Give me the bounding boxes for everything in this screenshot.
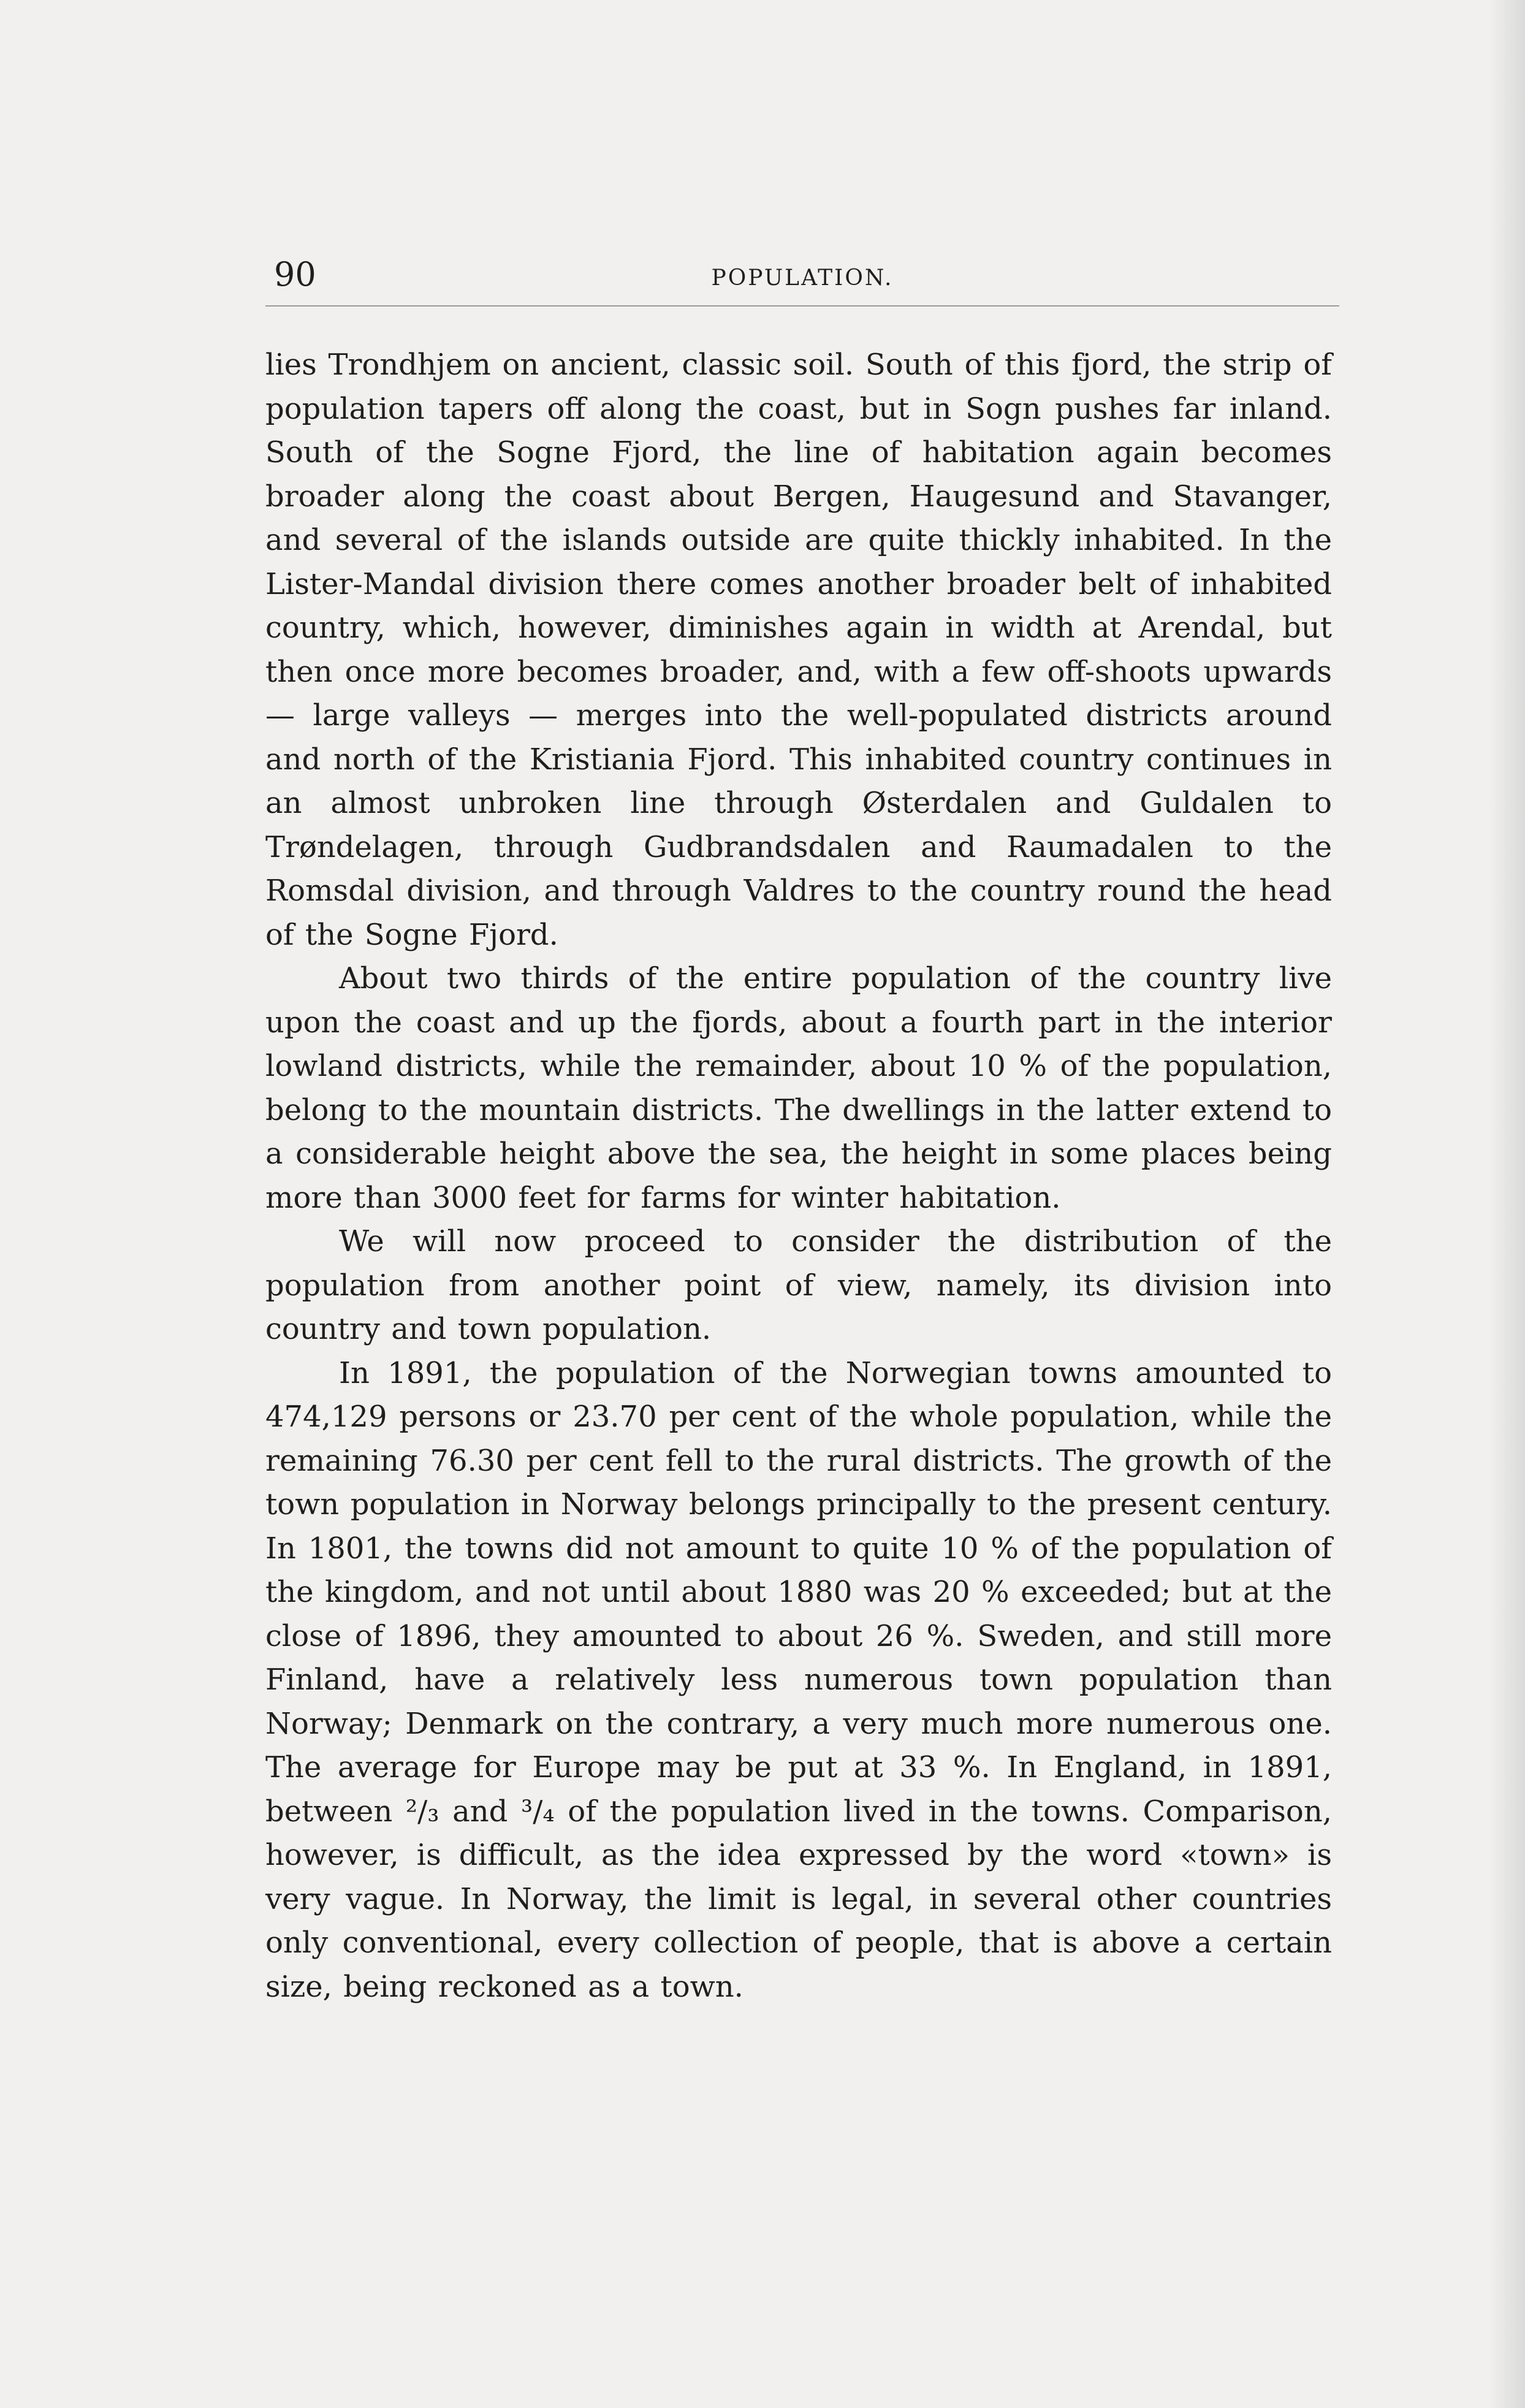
paragraph-population-distribution: About two thirds of the entire population of the country live upon the coast and up the fjords, about a fourth part in the interior lowland districts, while the remainder, about 10 % of the population, belong to the mountain districts. The dwellings in the latter extend to a considerable height above the sea, the height in some places being more than 3000 feet for farms for winter habitation. [265, 961, 1332, 1215]
body-text [265, 343, 1332, 2009]
paragraph-town-population: In 1891, the population of the Norwegian towns amounted to 474,129 persons or 23.70 per cent of the whole population, while the remaining 76.30 per cent fell to the rural districts. The growth of the town population in Norway belongs principally to the present century. In 1801, the towns did not amount to quite 10 % of the population of the kingdom, and not until about 1880 was 20 % exceeded; but at the close of 1896, they amounted to about 26 %. Sweden, and still more Finland, have a relatively less numerous town population than Norway; Denmark on the contrary, a very much more numerous one. The average for Europe may be put at 33 %. In England, in 1891, between ²/₃ and ³/₄ of the population lived in the towns. Comparison, however, is difficult, as the idea expressed by the word «town» is very vague. In Norway, the limit is legal, in several other countries only conventional, every collection of people, that is above a certain size, being reckoned as a town. [265, 1355, 1332, 2004]
paragraph-continued: lies Trondhjem on ancient, classic soil. South of this fjord, the strip of population tapers off along the coast, but in Sogn pushes far inland. South of the Sogne Fjord, the line of habitation again becomes broader along the coast about Bergen, Haugesund and Stavanger, and several of the islands outside are quite thickly inhabited. In the Lister-Mandal division there comes another broader belt of inhabited country, which, however, diminishes again in width at Arendal, but then once more becomes broader, and, with a few off-shoots upwards — large valleys — merges into the well-populated districts around and north of the Kristiania Fjord. This inhabited country continues in an almost unbroken line through Østerdalen and Guldalen to Trøndelagen, through Gudbrandsdalen and Raumadalen to the Romsdal division, and through Valdres to the country round the head of the Sogne Fjord. [265, 348, 1332, 952]
paragraph-country-town-intro: We will now proceed to consider the distribution of the population from another point of view, namely, its division into country and town population. [265, 1224, 1332, 1346]
page-header [265, 250, 1339, 307]
running-title: POPULATION. [711, 265, 894, 291]
page-number: 90 [274, 255, 316, 294]
page-edge-shadow [1488, 0, 1525, 2408]
